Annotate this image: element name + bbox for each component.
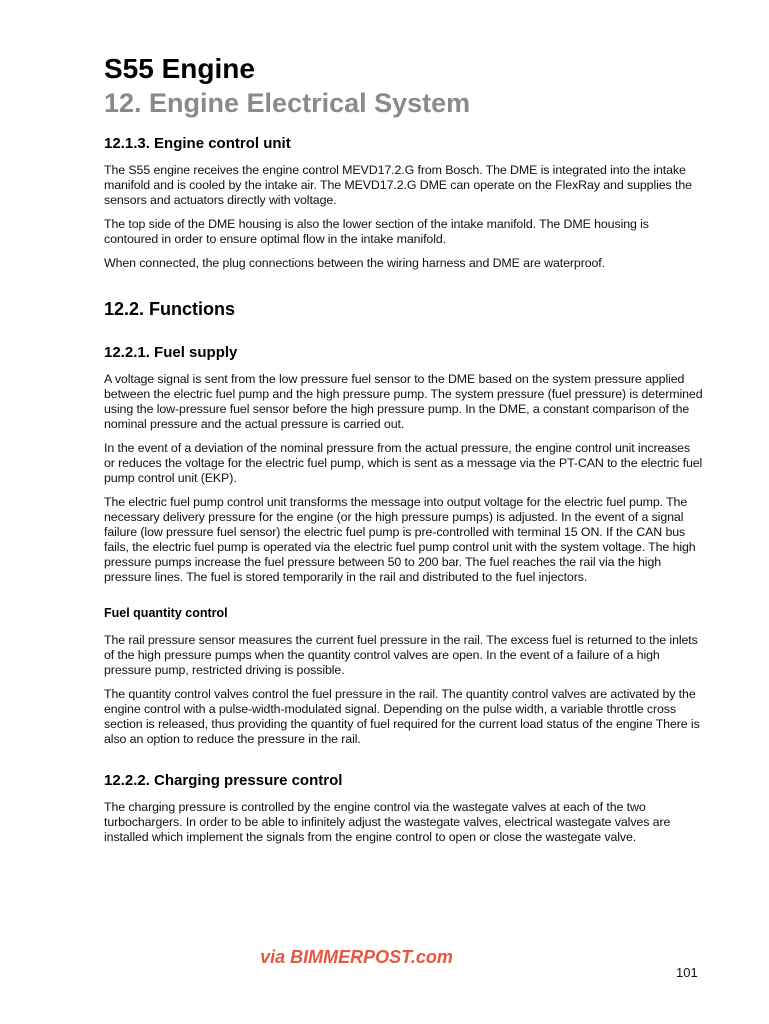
paragraph: The S55 engine receives the engine control MEVD17.2.G from Bosch. The DME is integrated into the intake manifold and is cooled by the intake air. The MEVD17.2.G DME can operate on the FlexRay and supplies the sensors and actuators directly with voltage. — [104, 163, 692, 207]
paragraph: When connected, the plug connections between the wiring harness and DME are waterproof. — [104, 256, 605, 270]
subheading-fuel-quantity: Fuel quantity control — [104, 606, 228, 620]
paragraph: The top side of the DME housing is also the lower section of the intake manifold. The DME housing is contoured in order to ensure optimal flow in the intake manifold. — [104, 217, 649, 246]
document-page — [104, 52, 704, 845]
section-heading-charging: 12.2.2. Charging pressure control — [104, 772, 343, 789]
watermark: via BIMMERPOST.com — [260, 947, 453, 967]
paragraph: The electric fuel pump control unit transforms the message into output voltage for the electric fuel pump. The necessary delivery pressure for the engine (or the high pressure pumps) is adjusted. In the event of a signal failure (low pressure fuel sensor) the electric fuel pump is pre-controlled with terminal 15 ON. If the CAN bus fails, the electric fuel pump is operated via the electric fuel pump control unit with the system voltage. The high pressure pumps increase the fuel pressure between 50 to 200 bar. The fuel reaches the rail via the high pressure lines. The fuel is stored temporarily in the rail and distributed to the fuel injectors. — [104, 495, 696, 584]
paragraph: A voltage signal is sent from the low pressure fuel sensor to the DME based on the system pressure applied between the electric fuel pump and the high pressure pump. The system pressure (fuel pressure) is determined using the low-pressure fuel sensor before the high pressure pump. In the DME, a constant comparison of the nominal pressure and the actual pressure is carried out. — [104, 372, 703, 431]
paragraph: The rail pressure sensor measures the current fuel pressure in the rail. The excess fuel is returned to the inlets of the high pressure pumps when the quantity control valves are open. In the event of a failure of a high pressure pump, restricted driving is possible. — [104, 633, 698, 677]
paragraph: The quantity control valves control the fuel pressure in the rail. The quantity control valves are activated by the engine control with a pulse-width-modulated signal. Depending on the pulse width, a variable throttle cross section is released, thus providing the quantity of fuel required for the current load status of the engine There is also an option to reduce the pressure in the rail. — [104, 687, 700, 746]
section-heading-ecu: 12.1.3. Engine control unit — [104, 135, 291, 152]
paragraph: In the event of a deviation of the nominal pressure from the actual pressure, the engine control unit increases or reduces the voltage for the electric fuel pump, which is sent as a message via the PT-CAN to the electric fuel pump control unit (EKP). — [104, 441, 703, 485]
document-title: S55 Engine — [104, 53, 255, 84]
chapter-title: 12. Engine Electrical System — [104, 88, 471, 118]
section-heading-fuel-supply: 12.2.1. Fuel supply — [104, 344, 238, 361]
section-heading-functions: 12.2. Functions — [104, 299, 236, 319]
paragraph: The charging pressure is controlled by the engine control via the wastegate valves at each of the two turbochargers. In order to be able to infinitely adjust the wastegate valves, electrical wastegate valves are installed which implement the signals from the engine control to open or close the wastegate valve. — [104, 800, 671, 844]
page-number: 101 — [676, 965, 698, 980]
